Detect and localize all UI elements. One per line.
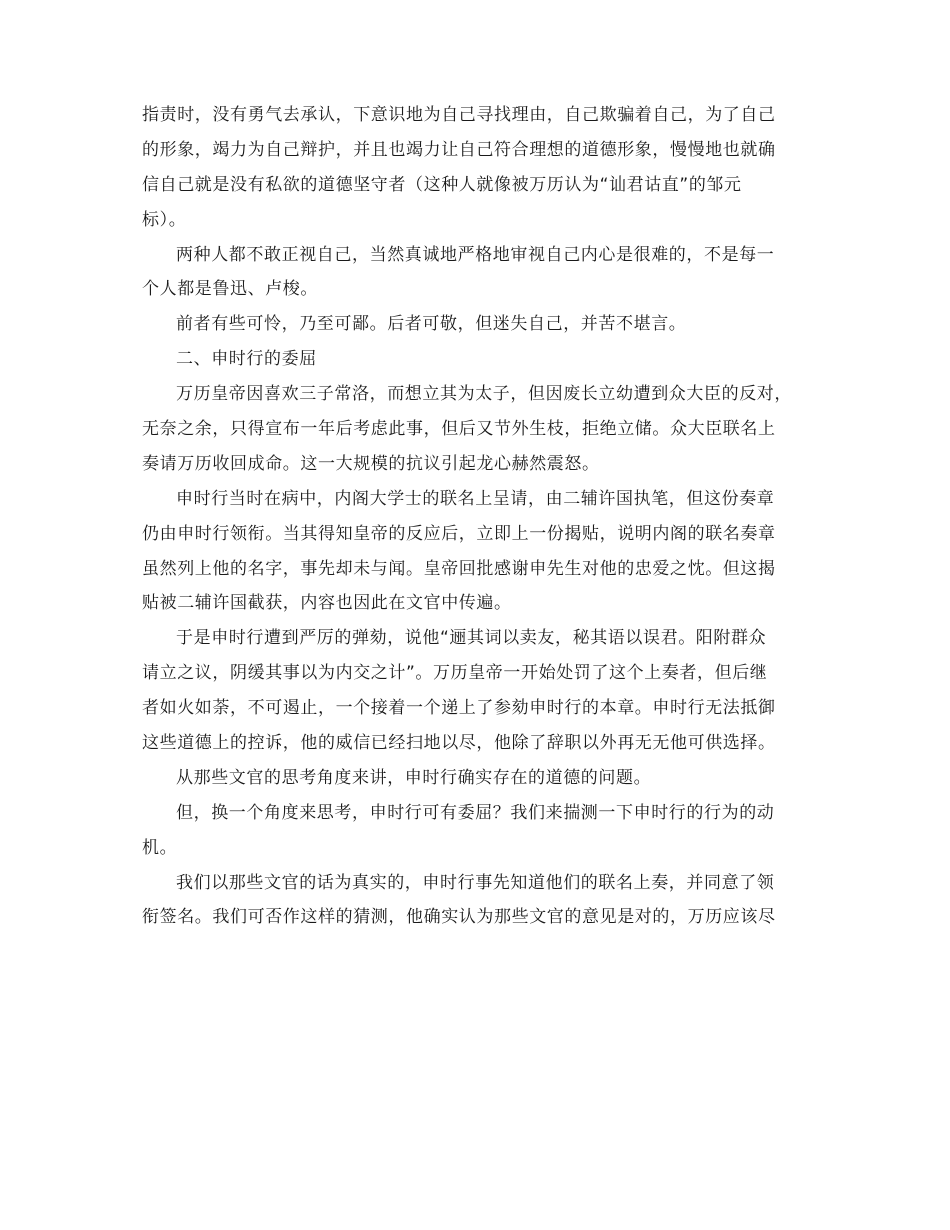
text-line: 标）。: [142, 209, 187, 230]
text-line: 指责时，没有勇气去承认，下意识地为自己寻找理由，自己欺骗着自己，为了自己: [142, 105, 776, 125]
text-line: 前者有些可怜，乃至可鄙。后者可敬，但迷失自己，并苦不堪言。: [176, 314, 687, 335]
text-line: 我们以那些文官的话为真实的，申时行事先知道他们的联名上奏，并同意了领: [176, 872, 775, 893]
text-line: 两种人都不敢正视自己，当然真诚地严格地审视自己内心是很难的，不是每一: [176, 244, 775, 265]
text-line: 仍由申时行领衔。当其得知皇帝的反应后，立即上一份揭贴，说明内阁的联名奏章: [142, 523, 776, 544]
text-line: 申时行当时在病中，内阁大学士的联名上呈请，由二辅许国执笔，但这份奏章: [176, 488, 775, 509]
text-line: 贴被二辅许国截获，内容也因此在文官中传遍。: [142, 593, 512, 614]
text-line: 这些道德上的控诉，他的威信已经扫地以尽，他除了辞职以外再无无他可供选择。: [142, 733, 776, 754]
text-line: 衔签名。我们可否作这样的猜测，他确实认为那些文官的意见是对的，万历应该尽: [142, 907, 776, 928]
text-line: 的形象，竭力为自己辩护，并且也竭力让自己符合理想的道德形象，慢慢地也就确: [142, 139, 776, 160]
text-line: 但，换一个角度来思考，申时行可有委屈？我们来揣测一下申时行的行为的动: [176, 802, 775, 823]
text-line: 从那些文官的思考角度来讲，申时行确实存在的道德的问题。: [176, 767, 652, 788]
text-line: 机。: [142, 837, 178, 858]
text-line: 请立之议，阴缓其事以为内交之计”。万历皇帝一开始处罚了这个上奏者，但后继: [142, 663, 768, 684]
text-line: 个人都是鲁迅、卢梭。: [142, 279, 318, 300]
text-line: 无奈之余，只得宣布一年后考虑此事，但后又节外生枝，拒绝立储。众大臣联名上: [142, 419, 776, 440]
text-line: 者如火如荼，不可遏止，一个接着一个递上了参劾申时行的本章。申时行无法抵御: [142, 698, 776, 719]
body-text: [142, 98, 814, 935]
text-line: 信自己就是没有私欲的道德坚守者（这种人就像被万历认为“讪君诂直”的邹元: [142, 174, 742, 195]
text-line: 于是申时行遭到严厉的弹劾，说他“逦其词以卖友，秘其语以误君。阳附群众: [176, 628, 767, 649]
text-line: 二、申时行的委屈: [176, 349, 317, 370]
text-line: 万历皇帝因喜欢三子常洛，而想立其为太子，但因废长立幼遭到众大臣的反对，: [176, 384, 792, 405]
text-line: 虽然列上他的名字，事先却未与闻。皇帝回批感谢申先生对他的忠爱之忱。但这揭: [142, 558, 776, 579]
text-line: 奏请万历收回成命。这一大规模的抗议引起龙心赫然震怒。: [142, 453, 600, 474]
